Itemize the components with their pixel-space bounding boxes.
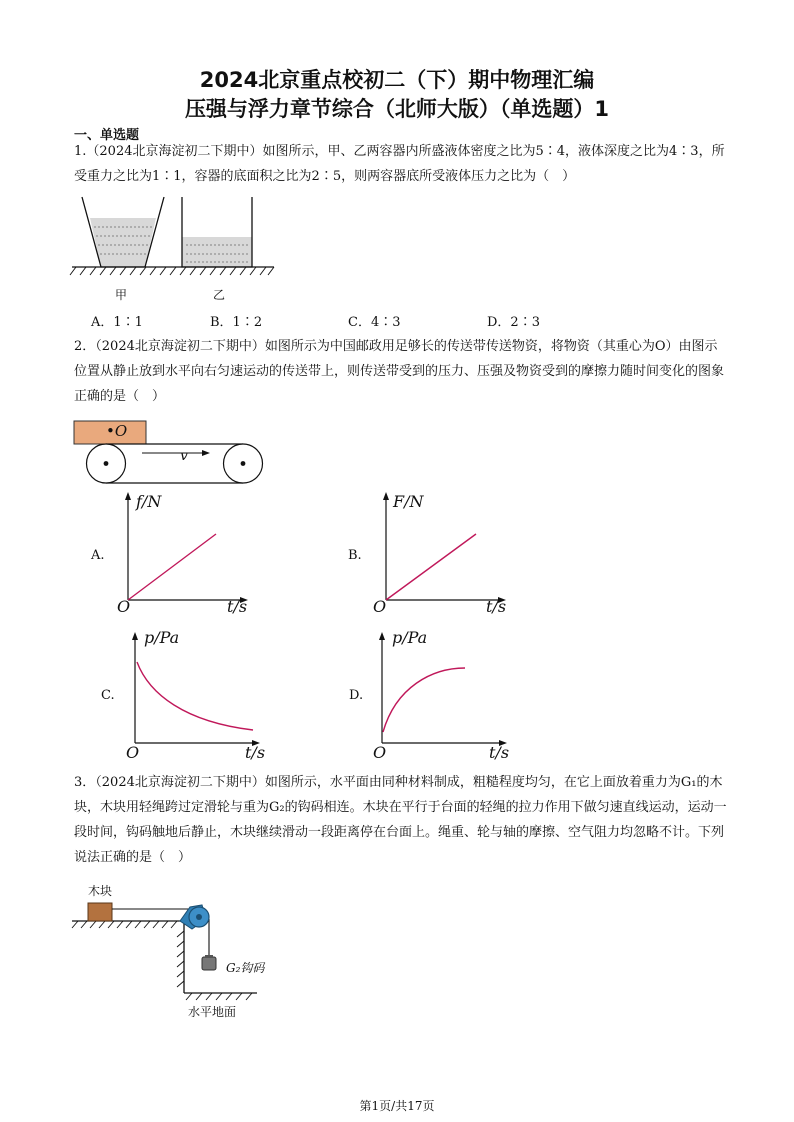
question-1-containers-diagram: [70, 193, 280, 303]
hook-weight: [202, 957, 216, 970]
container-a-liquid: [90, 218, 156, 267]
graph-a-y-label: f/N: [136, 492, 162, 511]
graph-d-y-label: p/Pa: [392, 628, 428, 647]
graph-d[interactable]: [372, 632, 507, 747]
graph-b-option[interactable]: B.: [348, 548, 362, 563]
question-1-option-d[interactable]: D．2∶3: [487, 315, 540, 330]
graph-d-option[interactable]: D.: [349, 688, 364, 703]
question-2-text: 2．（2024北京海淀初二下期中）如图所示为中国邮政用足够长的传送带传送物资，将物资（其重心为O）由图示位置从静止放到水平向右匀速运动的传送带上，则传送带受到的压力、压强及物资受到的摩擦力随时间变化的图象正确的是（ ）: [74, 339, 725, 404]
graph-b-origin: O: [373, 597, 387, 616]
question-3-text: 3．（2024北京海淀初二下期中）如图所示，水平面由同种材料制成，粗糙程度均匀，在它上面放着重力为G₁的木块，木块用轻绳跨过定滑轮与重为G₂的钩码相连。木块在平行于台面的轻绳的拉力作用下做匀速直线运动，运动一段时间，钩码触地后静止，木块继续滑动一段距离停在台面上。绳重、轮与轴的摩擦、空气阻力均忽略不计。下列说法正确的是（ ）: [74, 775, 727, 865]
pulley-system-diagram: [72, 897, 272, 1007]
wooden-block: [88, 903, 112, 921]
graph-a-origin: O: [117, 597, 131, 616]
container-a-label: 甲: [115, 288, 128, 302]
block-label: 木块: [88, 884, 113, 898]
graph-d-curve: [383, 668, 465, 732]
parcel-center-label: •O: [106, 422, 128, 440]
graph-c[interactable]: [125, 632, 260, 747]
graph-c-option[interactable]: C.: [101, 688, 115, 703]
graph-c-x-label: t/s: [245, 743, 266, 762]
conveyor-belt-diagram: [72, 420, 267, 490]
belt-velocity-label: v: [180, 448, 188, 464]
graph-b-y-label: F/N: [393, 492, 424, 511]
question-1-option-c[interactable]: C．4∶3: [348, 315, 401, 330]
question-1-text: 1.（2024北京海淀初二下期中）如图所示，甲、乙两容器内所盛液体密度之比为5∶4，液体深度之比为4∶3，所受重力之比为1∶1，容器的底面积之比为2∶5，则两容器底所受液体压力之比为（ ）: [74, 144, 725, 184]
graph-c-curve: [137, 662, 253, 730]
container-b-label: 乙: [213, 288, 226, 302]
graph-a-curve: [128, 534, 216, 600]
page-title-line-1: 2024北京重点校初二（下）期中物理汇编: [199, 68, 595, 92]
graph-a-option[interactable]: A.: [91, 548, 105, 563]
page-number-footer: 第1页/共17页: [359, 1099, 435, 1113]
hook-weight-label: G₂钩码: [226, 961, 265, 975]
graph-c-y-label: p/Pa: [144, 628, 180, 647]
graph-d-x-label: t/s: [489, 743, 510, 762]
question-1-option-b[interactable]: B．1∶2: [210, 315, 263, 330]
section-heading: 一、单选题: [74, 128, 140, 143]
graph-b-x-label: t/s: [486, 597, 507, 616]
question-1-option-a[interactable]: A．1∶1: [91, 315, 143, 330]
container-b-liquid: [182, 237, 252, 267]
graph-b-curve: [386, 534, 476, 600]
graph-c-origin: O: [126, 743, 140, 762]
page-title-line-2: 压强与浮力章节综合（北师大版）（单选题）1: [184, 97, 610, 121]
graph-a-x-label: t/s: [227, 597, 248, 616]
graph-d-origin: O: [373, 743, 387, 762]
ground-label: 水平地面: [188, 1005, 237, 1019]
